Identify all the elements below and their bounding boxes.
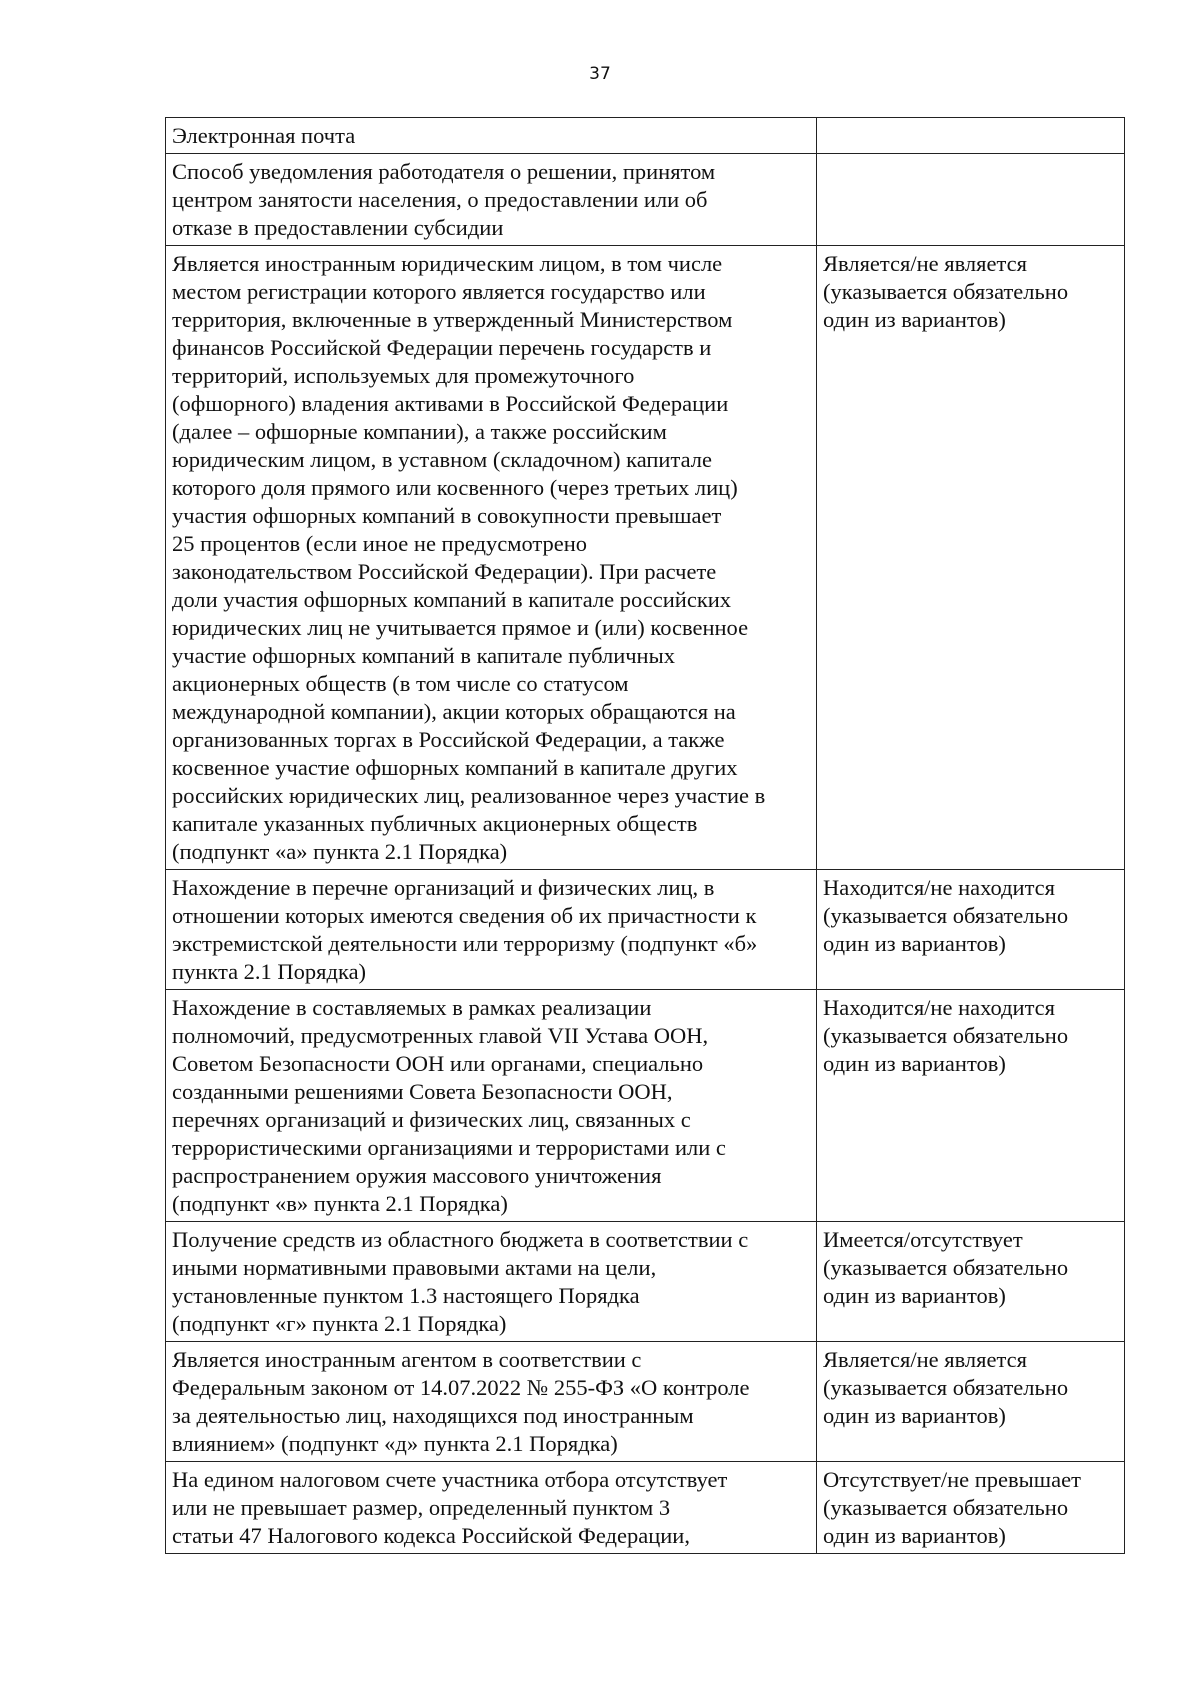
label-text-line: Нахождение в перечне организаций и физических лиц, в bbox=[172, 875, 715, 900]
row-label-cell bbox=[166, 1342, 817, 1462]
row-value-cell bbox=[817, 246, 1125, 870]
table-row bbox=[166, 154, 1125, 246]
label-text-line: участие офшорных компаний в капитале публичных bbox=[172, 643, 675, 668]
label-text-line: пункта 2.1 Порядка) bbox=[172, 959, 367, 984]
label-text-line: (далее – офшорные компании), а также российским bbox=[172, 419, 667, 444]
value-text-line: (указывается обязательно bbox=[823, 903, 1069, 928]
value-text-line: один из вариантов) bbox=[823, 1403, 1006, 1428]
label-text-line: террористическими организациями и террористами или с bbox=[172, 1135, 726, 1160]
label-text-line: юридическим лицом, в уставном (складочном) капитале bbox=[172, 447, 712, 472]
row-label-cell bbox=[166, 1222, 817, 1342]
label-text-line: полномочий, предусмотренных главой VII Устава ООН, bbox=[172, 1023, 709, 1048]
label-text-line: отношении которых имеются сведения об их причастности к bbox=[172, 903, 757, 928]
label-text-line: Является иностранным юридическим лицом, в том числе bbox=[172, 251, 723, 276]
row-label-cell bbox=[166, 1462, 817, 1554]
label-text-line: иными нормативными правовыми актами на цели, bbox=[172, 1255, 657, 1280]
row-value-cell bbox=[817, 870, 1125, 990]
value-text-line: (указывается обязательно bbox=[823, 1495, 1069, 1520]
label-text-line: влиянием» (подпункт «д» пункта 2.1 Порядка) bbox=[172, 1431, 618, 1456]
label-text-line: статьи 47 Налогового кодекса Российской Федерации, bbox=[172, 1523, 690, 1548]
label-text-line: финансов Российской Федерации перечень государств и bbox=[172, 335, 712, 360]
label-text-line: Способ уведомления работодателя о решении, принятом bbox=[172, 159, 716, 184]
row-label-cell bbox=[166, 990, 817, 1222]
label-text-line: которого доля прямого или косвенного (через третьих лиц) bbox=[172, 475, 738, 500]
row-value-cell bbox=[817, 990, 1125, 1222]
label-text-line: Советом Безопасности ООН или органами, специально bbox=[172, 1051, 704, 1076]
label-text-line: капитале указанных публичных акционерных обществ bbox=[172, 811, 698, 836]
value-text-line: (указывается обязательно bbox=[823, 1375, 1069, 1400]
table-row bbox=[166, 1342, 1125, 1462]
label-text-line: перечнях организаций и физических лиц, связанных с bbox=[172, 1107, 691, 1132]
value-text-line: один из вариантов) bbox=[823, 1051, 1006, 1076]
value-text-line: Является/не является bbox=[823, 1347, 1027, 1372]
table-row bbox=[166, 1222, 1125, 1342]
row-value-cell bbox=[817, 154, 1125, 246]
table-body bbox=[166, 118, 1125, 1554]
label-text-line: Является иностранным агентом в соответствии с bbox=[172, 1347, 642, 1372]
label-text-line: На едином налоговом счете участника отбора отсутствует bbox=[172, 1467, 728, 1492]
label-text-line: доли участия офшорных компаний в капитале российских bbox=[172, 587, 732, 612]
label-text-line: (подпункт «а» пункта 2.1 Порядка) bbox=[172, 839, 508, 864]
label-text-line: Нахождение в составляемых в рамках реализации bbox=[172, 995, 652, 1020]
label-text-line: Электронная почта bbox=[172, 123, 356, 148]
row-value-cell bbox=[817, 118, 1125, 154]
value-text-line: один из вариантов) bbox=[823, 307, 1006, 332]
label-text-line: экстремистской деятельности или терроризму (подпункт «б» bbox=[172, 931, 758, 956]
label-text-line: установленные пунктом 1.3 настоящего Порядка bbox=[172, 1283, 640, 1308]
label-text-line: местом регистрации которого является государство или bbox=[172, 279, 706, 304]
row-label-cell bbox=[166, 154, 817, 246]
value-text-line: один из вариантов) bbox=[823, 931, 1006, 956]
value-text-line: (указывается обязательно bbox=[823, 1255, 1069, 1280]
value-text-line: (указывается обязательно bbox=[823, 279, 1069, 304]
label-text-line: Федеральным законом от 14.07.2022 № 255-ФЗ «О контроле bbox=[172, 1375, 750, 1400]
label-text-line: (подпункт «г» пункта 2.1 Порядка) bbox=[172, 1311, 507, 1336]
value-text-line: один из вариантов) bbox=[823, 1283, 1006, 1308]
label-text-line: законодательством Российской Федерации). При расчете bbox=[172, 559, 717, 584]
table-row bbox=[166, 246, 1125, 870]
value-text-line: Находится/не находится bbox=[823, 995, 1056, 1020]
label-text-line: международной компании), акции которых обращаются на bbox=[172, 699, 736, 724]
row-value-cell bbox=[817, 1222, 1125, 1342]
row-label-cell bbox=[166, 246, 817, 870]
label-text-line: за деятельностью лиц, находящихся под иностранным bbox=[172, 1403, 694, 1428]
table-row bbox=[166, 990, 1125, 1222]
label-text-line: акционерных обществ (в том числе со статусом bbox=[172, 671, 629, 696]
page-number: 37 bbox=[589, 64, 611, 84]
label-text-line: центром занятости населения, о предоставлении или об bbox=[172, 187, 708, 212]
value-text-line: (указывается обязательно bbox=[823, 1023, 1069, 1048]
value-text-line: один из вариантов) bbox=[823, 1523, 1006, 1548]
value-text-line: Находится/не находится bbox=[823, 875, 1056, 900]
label-text-line: (офшорного) владения активами в Российской Федерации bbox=[172, 391, 729, 416]
label-text-line: отказе в предоставлении субсидии bbox=[172, 215, 504, 240]
row-label-cell bbox=[166, 118, 817, 154]
value-text-line: Является/не является bbox=[823, 251, 1027, 276]
form-table bbox=[165, 117, 1125, 1554]
label-text-line: Получение средств из областного бюджета в соответствии с bbox=[172, 1227, 749, 1252]
row-value-cell bbox=[817, 1342, 1125, 1462]
label-text-line: косвенное участие офшорных компаний в капитале других bbox=[172, 755, 738, 780]
label-text-line: созданными решениями Совета Безопасности ООН, bbox=[172, 1079, 673, 1104]
table-row bbox=[166, 870, 1125, 990]
label-text-line: распространением оружия массового уничтожения bbox=[172, 1163, 662, 1188]
label-text-line: территория, включенные в утвержденный Министерством bbox=[172, 307, 733, 332]
table-row bbox=[166, 118, 1125, 154]
row-value-cell bbox=[817, 1462, 1125, 1554]
label-text-line: 25 процентов (если иное не предусмотрено bbox=[172, 531, 588, 556]
label-text-line: организованных торгах в Российской Федерации, а также bbox=[172, 727, 725, 752]
label-text-line: территорий, используемых для промежуточного bbox=[172, 363, 635, 388]
value-text-line: Имеется/отсутствует bbox=[823, 1227, 1023, 1252]
label-text-line: или не превышает размер, определенный пунктом 3 bbox=[172, 1495, 671, 1520]
label-text-line: участия офшорных компаний в совокупности превышает bbox=[172, 503, 722, 528]
label-text-line: (подпункт «в» пункта 2.1 Порядка) bbox=[172, 1191, 508, 1216]
label-text-line: юридических лиц не учитывается прямое и (или) косвенное bbox=[172, 615, 749, 640]
value-text-line: Отсутствует/не превышает bbox=[823, 1467, 1081, 1492]
label-text-line: российских юридических лиц, реализованное через участие в bbox=[172, 783, 766, 808]
row-label-cell bbox=[166, 870, 817, 990]
table-row bbox=[166, 1462, 1125, 1554]
